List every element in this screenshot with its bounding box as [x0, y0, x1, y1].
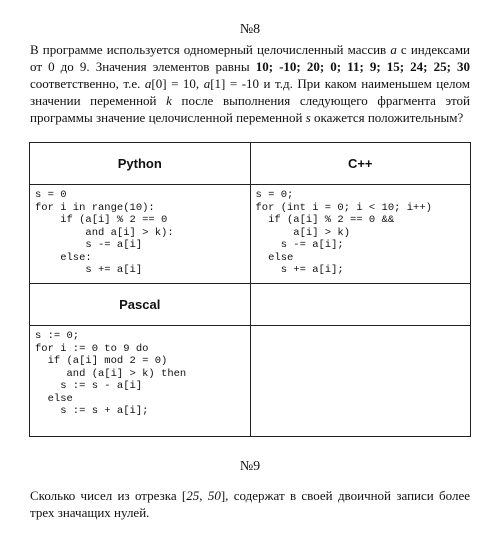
cpp-code: s = 0; for (int i = 0; i < 10; i++) if (a[i] % 2 == 0 && a[i] > k) s -= a[i]; else s += a[i]; — [255, 189, 432, 276]
python-cell — [30, 185, 251, 284]
pascal-cell — [30, 326, 251, 437]
var-a: a — [144, 76, 152, 91]
var-k: k — [166, 93, 172, 108]
range-to: 50 — [207, 488, 221, 503]
task-9-text-part: Сколько чисел из отрезка [ — [30, 488, 187, 503]
code-table — [29, 142, 471, 437]
task-8-text-part: после выполнения следующего фрагмента этой программы значение целочисленной переменной — [30, 93, 470, 125]
cpp-header: C++ — [250, 143, 471, 185]
task-8-text-part: соответственно, т.е. — [30, 76, 145, 91]
task-9-text — [30, 487, 470, 521]
var-s: s — [305, 110, 311, 125]
array-values: 10; -10; 20; 0; 11; 9; 15; 24; 25; 30 — [255, 59, 470, 74]
cpp-cell — [250, 185, 471, 284]
task-8-text — [30, 41, 470, 126]
task-8-number: №8 — [239, 22, 261, 37]
python-header: Python — [30, 143, 251, 185]
pascal-code: s := 0; for i := 0 to 9 do if (a[i] mod 2 = 0) and (a[i] > k) then s := s - a[i] else s := s + a[i]; — [35, 330, 187, 417]
task-8-text-part: окажется положительным? — [310, 110, 464, 125]
python-code: s = 0 for i in range(10): if (a[i] % 2 == 0 and a[i] > k): s -= a[i] else: s += a[i] — [35, 189, 174, 276]
task-9-number: №9 — [239, 459, 261, 474]
empty-code-cell — [250, 326, 471, 437]
task-8-text-part: с индексами от 0 до 9. Значения элементов равны — [30, 42, 470, 74]
range-from: 25 — [186, 488, 200, 503]
task-8-text-part: В программе используется одномерный целочисленный массив — [30, 42, 391, 57]
var-a: a — [203, 76, 211, 91]
task-8-text-part: [1] = -10 и т.д. При каком наименьшем целом значении переменной — [30, 76, 471, 108]
empty-header-cell — [250, 284, 471, 326]
task-9-text-part: , — [199, 488, 208, 503]
pascal-header: Pascal — [30, 284, 251, 326]
task-9-text-part: ], содержат в своей двоичной записи более трех значащих нулей. — [30, 488, 471, 520]
task-8-text-part: [0] = 10, — [151, 76, 204, 91]
var-a: a — [390, 42, 397, 57]
